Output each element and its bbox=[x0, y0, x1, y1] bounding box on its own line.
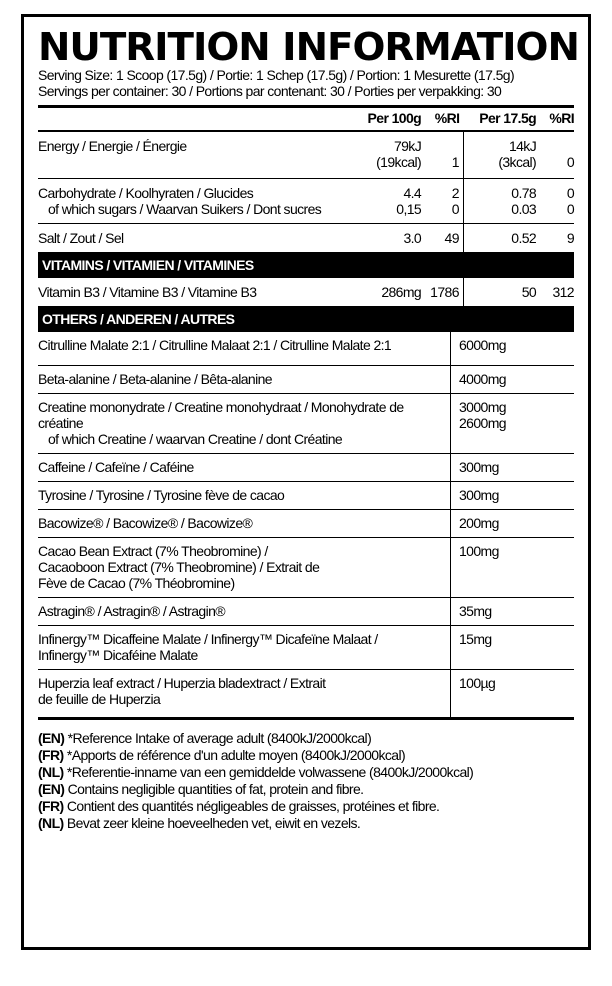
table-row: Bacowize® / Bacowize® / Bacowize® 200mg bbox=[38, 510, 574, 538]
footnote: (EN) *Reference Intake of average adult (8400kJ/2000kcal) bbox=[38, 730, 372, 746]
header-ri1: %RI bbox=[421, 108, 463, 131]
table-row: Caffeine / Cafeïne / Caféine 300mg bbox=[38, 454, 574, 482]
table-row: Creatine mononydrate / Creatine monohydraat / Monohydrate de créatine of which Creatine / waarvan Creatine / dont Créatine 3000mg 2600mg bbox=[38, 394, 574, 454]
table-row: Citrulline Malate 2:1 / Citrulline Malaat 2:1 / Citrulline Malate 2:1 6000mg bbox=[38, 332, 574, 366]
footnotes bbox=[38, 730, 574, 832]
table-row: Tyrosine / Tyrosine / Tyrosine fève de cacao 300mg bbox=[38, 482, 574, 510]
table-row: Salt / Zout / Sel 3.0 49 0.52 9 bbox=[38, 224, 574, 253]
others-table bbox=[38, 332, 574, 718]
section-header-vitamins: VITAMINS / VITAMIEN / VITAMINES bbox=[38, 253, 574, 279]
table-row: Infinergy™ Dicaffeine Malate / Infinergy™ Dicafeïne Malaat / Infinergy™ Dicaféine Malate 15mg bbox=[38, 626, 574, 670]
footnote: (EN) Contains negligible quantities of fat, protein and fibre. bbox=[38, 781, 364, 797]
footnote: (FR) Contient des quantités négligeables de graisses, protéines et fibre. bbox=[38, 798, 440, 814]
table-row: Vitamin B3 / Vitamine B3 / Vitamine B3 286mg 1786 50 312 bbox=[38, 278, 574, 307]
table-row: Beta-alanine / Beta-alanine / Bêta-alanine 4000mg bbox=[38, 366, 574, 394]
table-row: Cacao Bean Extract (7% Theobromine) / Cacaoboon Extract (7% Theobromine) / Extrait de Fève de Cacao (7% Théobromine) 100mg bbox=[38, 538, 574, 598]
footnote: (NL) Bevat zeer kleine hoeveelheden vet, eiwit en vezels. bbox=[38, 815, 361, 831]
table-header bbox=[38, 108, 574, 131]
divider bbox=[38, 718, 574, 720]
servings-per-container: Servings per container: 30 / Portions par contenant: 30 / Porties per verpakking: 30 bbox=[38, 83, 502, 99]
nutrition-table bbox=[38, 108, 574, 332]
header-per175: Per 17.5g bbox=[463, 108, 542, 131]
nutrition-label bbox=[21, 14, 591, 950]
header-ri2: %RI bbox=[542, 108, 574, 131]
table-row: Astragin® / Astragin® / Astragin® 35mg bbox=[38, 598, 574, 626]
label-title: NUTRITION INFORMATION bbox=[38, 25, 579, 69]
section-header-others: OTHERS / ANDEREN / AUTRES bbox=[38, 307, 574, 333]
table-row: Huperzia leaf extract / Huperzia bladextract / Extrait de feuille de Huperzia 100µg bbox=[38, 670, 574, 718]
footnote: (NL) *Referentie-inname van een gemiddelde volwassene (8400kJ/2000kcal) bbox=[38, 764, 474, 780]
table-row: Carbohydrate / Koolhyraten / Glucides of which sugars / Waarvan Suikers / Dont sucres 4.4 0,15 2 0 0.78 0.03 0 0 bbox=[38, 179, 574, 224]
footnote: (FR) *Apports de référence d'un adulte moyen (8400kJ/2000kcal) bbox=[38, 747, 406, 763]
table-row: Energy / Energie / Énergie 79kJ (19kcal) 1 14kJ (3kcal) 0 bbox=[38, 131, 574, 179]
header-per100: Per 100g bbox=[358, 108, 422, 131]
serving-size: Serving Size: 1 Scoop (17.5g) / Portie: 1 Schep (17.5g) / Portion: 1 Mesurette (17.5g) bbox=[38, 67, 515, 83]
